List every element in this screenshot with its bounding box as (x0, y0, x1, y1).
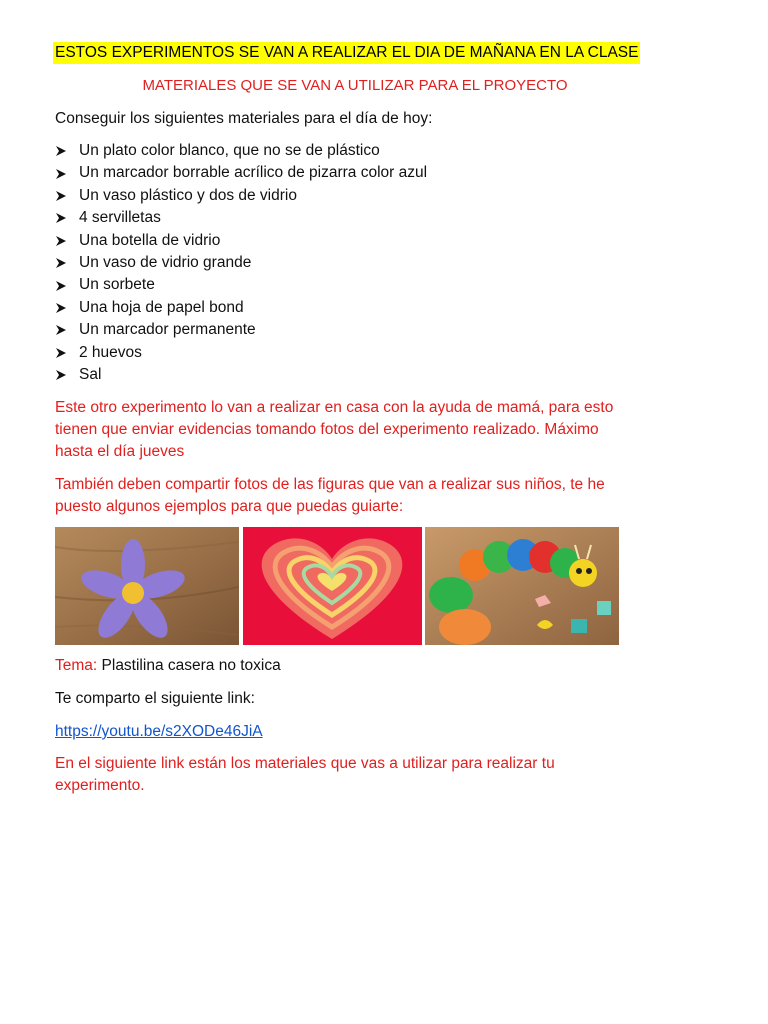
tema-line (55, 655, 281, 677)
closing-line-1: En el siguiente link están los materiales que vas a utilizar para realizar tu (55, 755, 555, 772)
list-item-text: 4 servilletas (79, 209, 161, 227)
materials-list (55, 140, 427, 386)
home-experiment-line-1: Este otro experimento lo van a realizar en casa con la ayuda de mamá, para esto (55, 399, 614, 416)
arrow-bullet-icon (55, 145, 79, 157)
materials-heading: MATERIALES QUE SE VAN A UTILIZAR PARA EL PROYECTO (142, 77, 568, 94)
tema-value: Plastilina casera no toxica (101, 657, 281, 674)
arrow-bullet-icon (55, 347, 79, 359)
list-item-text: Un vaso de vidrio grande (79, 253, 252, 271)
share-photos-line-2: puesto algunos ejemplos para que puedas guiarte: (55, 498, 404, 515)
home-experiment-line-2: tienen que enviar evidencias tomando fotos del experimento realizado. Máximo (55, 421, 599, 438)
list-item-text: Un vaso plástico y dos de vidrio (79, 186, 297, 204)
list-item-text: Un marcador borrable acrílico de pizarra color azul (79, 164, 428, 182)
arrow-bullet-icon (55, 280, 79, 292)
share-photos-line-1: También deben compartir fotos de las figuras que van a realizar sus niños, te he (55, 476, 605, 493)
list-item-text: Un plato color blanco, que no se de plástico (79, 142, 380, 159)
list-item (55, 230, 427, 252)
list-item-text: Sal (79, 365, 102, 383)
arrow-bullet-icon (55, 369, 79, 381)
tema-label: Tema: (55, 657, 98, 674)
list-item (55, 297, 427, 319)
list-item-text: Una hoja de papel bond (79, 298, 244, 316)
list-item (55, 162, 427, 184)
list-item (55, 319, 427, 341)
arrow-bullet-icon (55, 235, 79, 247)
example-photos (55, 527, 619, 645)
clay-caterpillar-image (425, 527, 619, 645)
list-item-text: Un sorbete (79, 276, 155, 294)
list-item (55, 140, 427, 162)
arrow-bullet-icon (55, 324, 79, 336)
clay-flower-image (55, 527, 239, 645)
page-title: ESTOS EXPERIMENTOS SE VAN A REALIZAR EL DIA DE MAÑANA EN LA CLASE (53, 42, 640, 64)
list-item-text: Una botella de vidrio (79, 231, 221, 249)
arrow-bullet-icon (55, 212, 79, 224)
arrow-bullet-icon (55, 190, 79, 202)
intro-text: Conseguir los siguientes materiales para el día de hoy: (55, 110, 433, 127)
list-item (55, 364, 427, 386)
list-item (55, 342, 427, 364)
list-item (55, 252, 427, 274)
list-item (55, 185, 427, 207)
arrow-bullet-icon (55, 257, 79, 269)
clay-heart-image (243, 527, 422, 645)
youtube-link[interactable]: https://youtu.be/s2XODe46JiA (55, 723, 263, 740)
home-experiment-line-3: hasta el día jueves (55, 443, 185, 460)
arrow-bullet-icon (55, 168, 79, 180)
share-link-text: Te comparto el siguiente link: (55, 690, 255, 707)
arrow-bullet-icon (55, 302, 79, 314)
list-item-text: 2 huevos (79, 343, 142, 361)
list-item (55, 207, 427, 229)
closing-line-2: experimento. (55, 777, 145, 794)
list-item-text: Un marcador permanente (79, 321, 256, 339)
list-item (55, 274, 427, 296)
